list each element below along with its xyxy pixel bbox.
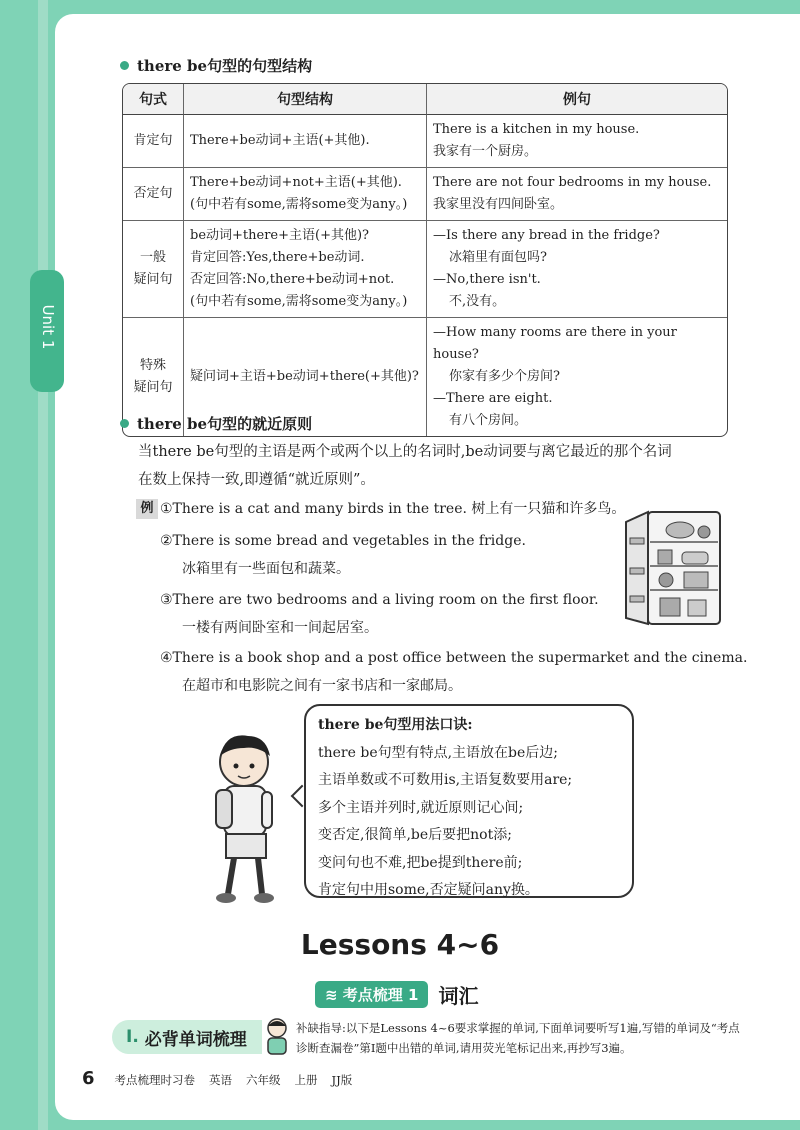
section-title-text: there be句型的就近原则 [137,415,313,433]
intro-line: 在数上保持一致,即遵循“就近原则”。 [138,472,375,488]
rhyme-line: there be句型有特点,主语放在be后边; [318,744,559,761]
structure-line: (句中若有some,需将some变为any。) [190,197,408,212]
intro-line: 当there be句型的主语是两个或两个以上的名词时,be动词要与离它最近的那个名词 [138,444,672,460]
example-cell [427,318,727,436]
kaodian-word: 词汇 [438,984,479,1008]
sentence-type: 否定句 [123,168,184,221]
rhyme-title: there be句型用法口诀: [318,717,473,733]
page-footer [82,1068,366,1089]
structure-line: (句中若有some,需将some变为any。) [190,294,408,309]
example-en: —There are eight. [433,391,553,406]
example-en: —How many rooms are there in your house? [433,325,677,362]
proximity-intro [138,438,738,494]
rhyme-line: 肯定句中用some,否定疑问any换。 [318,882,539,898]
example-en: ①There is a cat and many birds in the tree. [160,501,467,517]
table-row [123,168,727,221]
sentence-type-line: 疑问句 [133,272,173,287]
kaodian-badge: ≋ 考点梳理 1 [315,981,428,1008]
table-header-row [123,84,727,115]
example-cn: 一楼有两间卧室和一间起居室。 [182,620,378,636]
example-item [160,530,526,580]
example-en: —Is there any bread in the fridge? [433,228,660,243]
lessons-heading: Lessons 4~6 [300,928,500,961]
footer-book-title: 考点梳理时习卷 [114,1073,196,1087]
example-label: 例 [136,499,158,519]
footer-grade: 六年级 [246,1073,281,1087]
structure-line: There+be动词+主语(+其他). [190,133,370,148]
sentence-type-line: 一般 [139,250,166,265]
example-cell [427,168,727,221]
footer-volume: 上册 [294,1073,318,1087]
example-cn: 有八个房间。 [449,413,528,428]
example-cell [427,115,727,168]
example-item [160,647,747,697]
structure-line: 疑问词+主语+be动词+there(+其他)? [190,369,419,384]
boy-illustration [200,722,296,912]
table-header: 句式 [123,84,184,115]
section-title-proximity [120,413,312,434]
example-cn: 在超市和电影院之间有一家书店和一家邮局。 [182,678,462,694]
sentence-type-line: 疑问句 [133,380,173,395]
study-note: 补缺指导:以下是Lessons 4~6要求掌握的单词,下面单词要听写1遍,写错的单词及“考点诊断查漏卷”第Ⅰ题中出错的单词,请用荧光笔标记出来,再抄写3遍。 [296,1021,740,1055]
rhyme-line: 变问句也不难,把be提到there前; [318,854,523,871]
structure-line: be动词+there+主语(+其他)? [190,228,370,243]
example-item [160,589,599,639]
structure-line: 肯定回答:Yes,there+be动词. [190,250,365,265]
table-row [123,221,727,318]
footer-subject: 英语 [209,1073,233,1087]
rhyme-speech-bubble [304,704,634,898]
vocab-section-number: Ⅰ. [126,1027,139,1047]
example-en: —No,there isn't. [433,272,541,287]
section-title-structure [120,55,312,76]
vocab-section-heading [112,1020,262,1054]
structure-cell [184,115,427,168]
rhyme-line: 多个主语并列时,就近原则记心间; [318,799,524,816]
rhyme-line: 变否定,很简单,be后要把not添; [318,827,512,843]
structure-line: There+be动词+not+主语(+其他). [190,175,402,190]
example-en: ④There is a book shop and a post office between the supermarket and the cinema. [160,650,748,666]
structure-cell [184,168,427,221]
page-number: 6 [82,1068,95,1089]
example-item [160,498,625,520]
example-en: ②There is some bread and vegetables in the fridge. [160,533,526,549]
sentence-type [123,221,184,318]
example-cn: 我家有一个厨房。 [433,144,538,159]
bullet-icon [120,419,129,428]
unit-tab [30,270,64,392]
table-row [123,115,727,168]
vocab-section-label: 必背单词梳理 [144,1029,247,1050]
kaodian-heading [315,980,478,1009]
structure-line: 否定回答:No,there+be动词+not. [190,272,395,287]
example-cn: 我家里没有四间卧室。 [433,197,564,212]
example-cell [427,221,727,318]
example-cn: 冰箱里有一些面包和蔬菜。 [182,561,350,577]
sentence-type-line: 特殊 [139,358,166,373]
structure-table [122,83,728,437]
example-en: There are not four bedrooms in my house. [433,175,712,190]
footer-edition: JJ版 [331,1073,353,1087]
table-header: 句型结构 [184,84,427,115]
table-header: 例句 [427,84,727,115]
example-cn: 你家有多少个房间? [449,369,560,384]
sentence-type: 肯定句 [123,115,184,168]
example-cn: 冰箱里有面包吗? [449,250,547,265]
section-title-text: there be句型的句型结构 [137,57,313,75]
example-cn: 不,没有。 [449,294,506,309]
example-en: ③There are two bedrooms and a living room on the first floor. [160,592,599,608]
example-en: There is a kitchen in my house. [433,122,640,137]
bullet-icon [120,61,129,70]
student-icon [262,1016,292,1056]
rhyme-line: 主语单数或不可数用is,主语复数要用are; [318,772,573,788]
example-cn: 树上有一只猫和许多鸟。 [471,501,626,517]
structure-cell [184,221,427,318]
unit-tab-label: Unit 1 [39,304,57,350]
fridge-illustration [620,508,730,628]
